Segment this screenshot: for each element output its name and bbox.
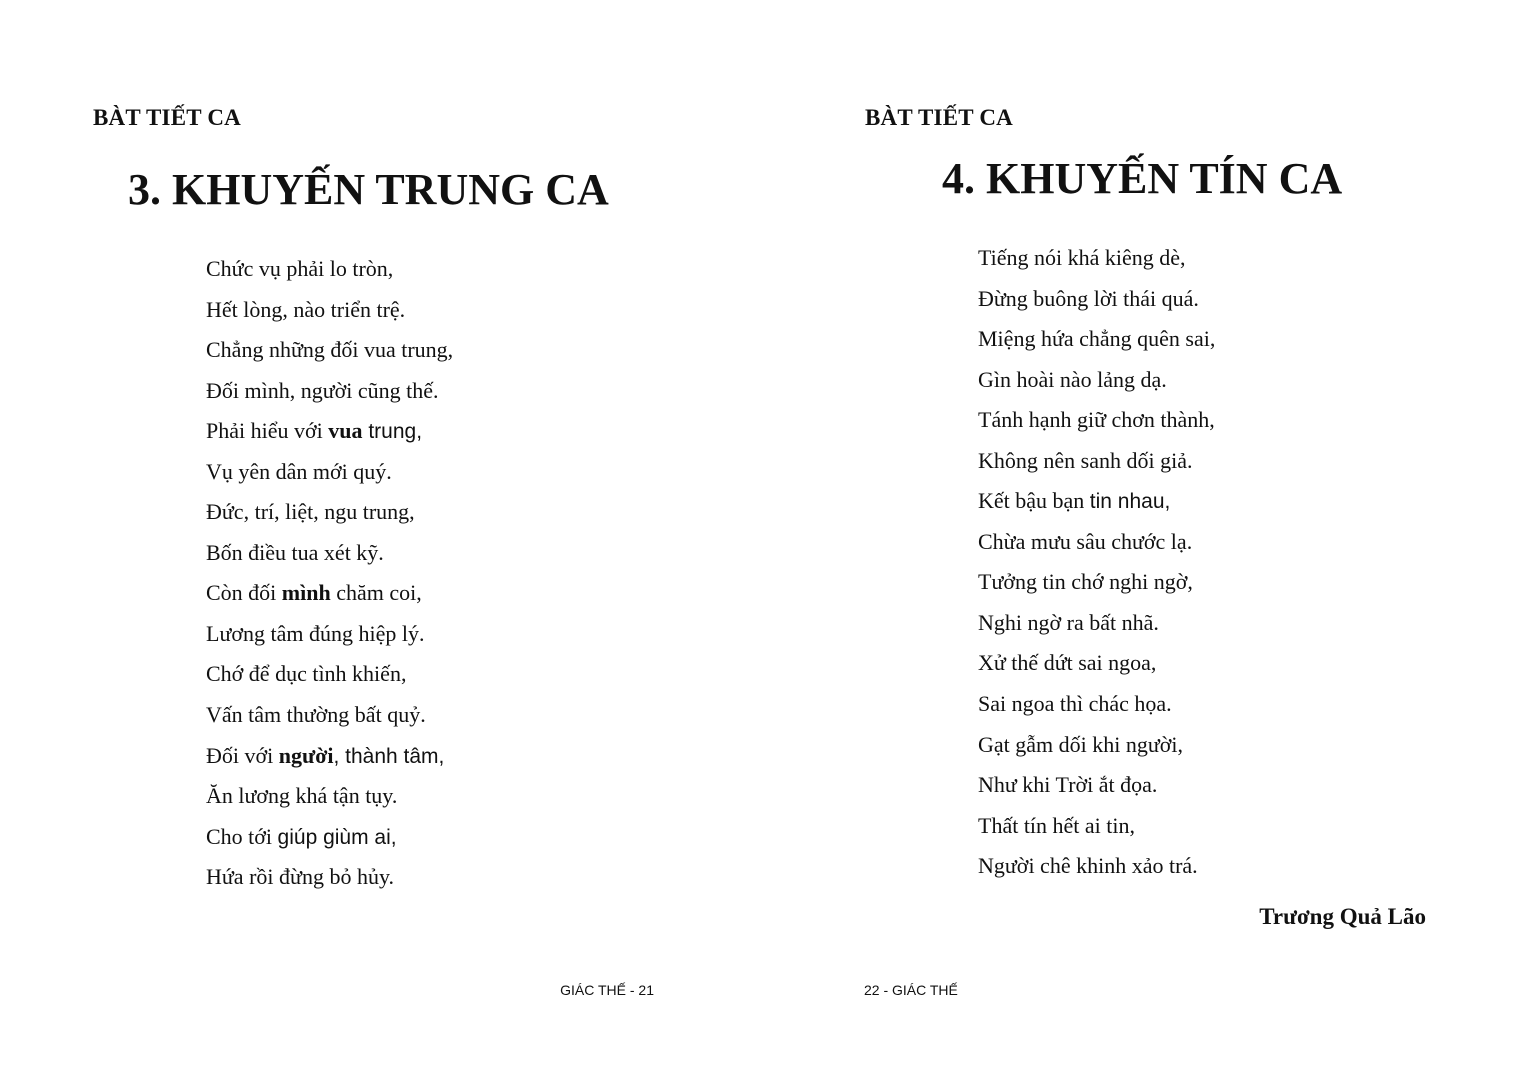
page-number-footer: 22 - GIÁC THẾ xyxy=(864,982,958,998)
verse-text: Nghi ngờ ra bất nhã. xyxy=(978,609,1159,635)
verse-line xyxy=(978,770,1215,811)
verse-line xyxy=(206,578,453,619)
verse-text: Tánh hạnh giữ chơn thành, xyxy=(978,407,1215,433)
verse-text: Vụ yên dân mới quý. xyxy=(206,458,392,484)
verse-text: Chức vụ phải lo tròn, xyxy=(206,256,394,281)
verse-text: Bốn điều tua xét kỹ. xyxy=(206,539,384,565)
verse-line xyxy=(978,648,1215,689)
verse-text: Còn đối xyxy=(206,580,282,606)
verse-line xyxy=(978,486,1215,527)
running-head: BÀT TIẾT CA xyxy=(93,105,241,130)
verse-line xyxy=(978,243,1215,284)
poem-title: 3. KHUYẾN TRUNG CA xyxy=(128,165,609,214)
verse-line xyxy=(978,689,1215,730)
verse-line xyxy=(978,284,1215,325)
verse-text: Lương tâm đúng hiệp lý. xyxy=(206,620,425,646)
verse-text: Đức, trí, liệt, ngu trung, xyxy=(206,499,415,525)
verse-text: Gạt gẫm dối khi người, xyxy=(978,731,1184,757)
verse-line xyxy=(206,295,453,336)
verse-text: Đừng buông lời thái quá. xyxy=(978,285,1199,311)
verse-line xyxy=(978,567,1215,608)
verse-text: Phải hiểu với xyxy=(206,418,329,444)
verse-text: chăm coi, xyxy=(330,580,422,606)
verse-text: Sai ngoa thì chác họa. xyxy=(978,691,1172,717)
verse-line xyxy=(206,862,453,903)
page-number-footer: GIÁC THẾ - 21 xyxy=(560,982,654,998)
verse-text: Cho tới xyxy=(206,823,278,849)
verse-text: Hứa rồi đừng bỏ hủy. xyxy=(206,864,395,890)
verse-line xyxy=(978,851,1215,892)
verse-text: Hết lòng, nào triển trệ. xyxy=(206,296,406,322)
verse-text: Như khi Trời ắt đọa. xyxy=(978,772,1158,798)
verse-line xyxy=(206,822,453,863)
verse-text: Không nên sanh dối giả. xyxy=(978,447,1193,473)
verse-line xyxy=(978,730,1215,771)
verse-line xyxy=(978,608,1215,649)
poem-verses xyxy=(206,254,453,903)
verse-line xyxy=(978,365,1215,406)
verse-text: Miệng hứa chẳng quên sai, xyxy=(978,326,1216,352)
verse-line xyxy=(206,538,453,579)
verse-text: Xử thế dứt sai ngoa, xyxy=(978,650,1157,676)
verse-line xyxy=(206,254,453,295)
verse-text: giúp giùm ai, xyxy=(277,825,397,849)
verse-text: Tiếng nói khá kiêng dè, xyxy=(978,245,1186,270)
verse-line xyxy=(206,457,453,498)
poem-author: Trương Quả Lão xyxy=(1259,904,1426,929)
verse-line xyxy=(206,619,453,660)
verse-emphasis: vua xyxy=(328,418,363,444)
verse-text: Đối mình, người cũng thế. xyxy=(206,377,439,403)
poem-title: 4. KHUYẾN TÍN CA xyxy=(942,154,1343,203)
verse-text: Vấn tâm thường bất quỷ. xyxy=(206,702,426,728)
verse-line xyxy=(978,405,1215,446)
verse-line xyxy=(206,741,453,782)
verse-text: Đối với xyxy=(206,742,279,768)
right-page xyxy=(760,0,1520,1076)
verse-line xyxy=(978,446,1215,487)
verse-text: Chẳng những đối vua trung, xyxy=(206,337,454,363)
verse-line xyxy=(978,811,1215,852)
poem-verses xyxy=(978,243,1215,892)
verse-line xyxy=(978,527,1215,568)
verse-line xyxy=(206,497,453,538)
verse-text: , thành tâm, xyxy=(333,744,445,768)
verse-line xyxy=(206,376,453,417)
verse-text: Người chê khinh xảo trá. xyxy=(978,853,1198,879)
verse-text: tin nhau, xyxy=(1089,490,1171,514)
verse-line xyxy=(978,324,1215,365)
verse-text: Chừa mưu sâu chước lạ. xyxy=(978,528,1193,554)
verse-emphasis: mình xyxy=(281,580,331,606)
verse-emphasis: người xyxy=(278,742,334,768)
running-head: BÀT TIẾT CA xyxy=(865,105,1013,130)
verse-line xyxy=(206,659,453,700)
verse-text: Gìn hoài nào lảng dạ. xyxy=(978,366,1167,392)
verse-text: trung, xyxy=(362,420,423,444)
verse-text: Chớ để dục tình khiến, xyxy=(206,661,407,687)
verse-text: Thất tín hết ai tin, xyxy=(978,812,1136,838)
verse-line xyxy=(206,335,453,376)
verse-text: Ăn lương khá tận tụy. xyxy=(206,783,398,809)
verse-text: Tưởng tin chớ nghi ngờ, xyxy=(978,569,1193,595)
verse-line xyxy=(206,700,453,741)
verse-line xyxy=(206,781,453,822)
verse-text: Kết bậu bạn xyxy=(978,488,1090,514)
verse-line xyxy=(206,416,453,457)
